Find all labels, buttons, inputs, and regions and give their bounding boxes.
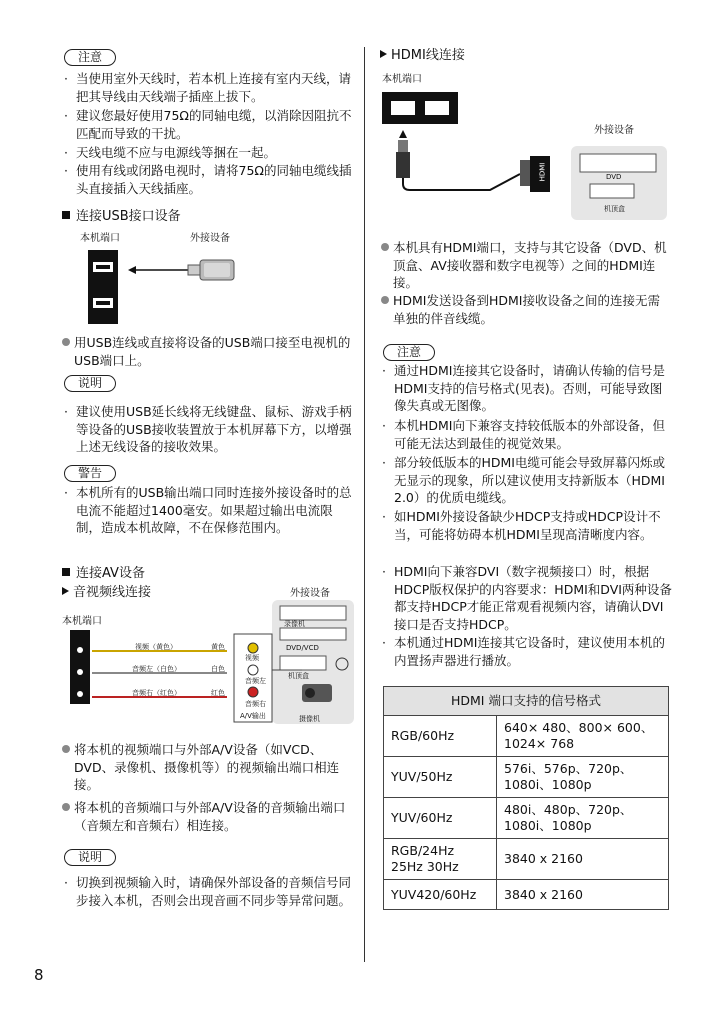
hdmi-desc: 本机具有HDMI端口，支持与其它设备（DVD、机顶盒、AV接收器和数字电视等）之间的HDMI连接。: [381, 239, 672, 292]
explain-item: · 建议使用USB延长线将无线键盘、鼠标、游戏手柄等设备的USB接收装置放于本机屏幕下方，以增强上述无线设备的接收效果。: [64, 404, 352, 454]
format-cell: RGB/60Hz: [384, 716, 497, 757]
signal-format-table: [383, 686, 669, 910]
resolution-cell: 3840 x 2160: [497, 839, 669, 880]
table-row: [384, 757, 669, 798]
hdmi-dev-dvd-label: DVD: [606, 173, 622, 181]
cable-video-label: 视频（黄色）: [135, 643, 177, 651]
hdmi-dev-stb-label: 机顶盒: [604, 205, 625, 213]
dev-stb-label: 机顶盒: [288, 672, 309, 680]
usb-ext-label: 外接设备: [190, 233, 230, 244]
stb-icon: [590, 184, 634, 198]
usb-port-label: 本机端口: [80, 233, 120, 244]
dev-cam-label: 摄像机: [299, 715, 320, 723]
jack-right-label: 音频右: [245, 700, 266, 708]
hdmi-ext-label: 外接设备: [594, 125, 634, 136]
format-cell: YUV/50Hz: [384, 757, 497, 798]
table-row: [384, 716, 669, 757]
resolution-cell: 576i、576p、720p、1080i、1080p: [497, 757, 669, 798]
resolution-cell: 480i、480p、720p、1080i、1080p: [497, 798, 669, 839]
cable-left-label: 音频左（白色）: [132, 665, 181, 673]
note-item: · 本机通过HDMI连接其它设备时，建议使用本机的内置扬声器进行播放。: [382, 635, 665, 668]
table-row: [384, 839, 669, 880]
hdmi-port-label: 本机端口: [382, 74, 422, 85]
note-item: · 本机HDMI向下兼容支持较低版本的外部设备，但可能无法达到最佳的视觉效果。: [382, 418, 665, 451]
plug-white-label: 白色: [211, 665, 225, 673]
explain-item: · 切换到视频输入时，请确保外部设备的音频信号同步接入本机，否则会出现音画不同步等异常问题。: [64, 875, 352, 908]
usb-diagram: [88, 250, 248, 328]
usb-desc: 用USB连线或直接将设备的USB端口接至电视机的USB端口上。: [62, 334, 354, 369]
hdmi-port-icon: [391, 101, 415, 115]
hdmi-diagram: [380, 90, 670, 222]
table-row: [384, 880, 669, 910]
format-cell: YUV420/60Hz: [384, 880, 497, 910]
resolution-cell: 3840 x 2160: [497, 880, 669, 910]
vcr-icon: [280, 606, 346, 620]
hdmi-heading: HDMI线连接: [380, 47, 465, 64]
page-number: 8: [34, 966, 44, 984]
table-title: HDMI 端口支持的信号格式: [384, 687, 669, 716]
av-diagram: [62, 600, 354, 728]
plug-yellow-label: 黄色: [211, 643, 225, 651]
av-heading: 连接AV设备: [62, 565, 145, 582]
dvd-icon: [580, 154, 656, 172]
note-label: 注意: [64, 49, 116, 66]
note-item: · 部分较低版本的HDMI电缆可能会导致屏幕闪烁或无显示的现象，所以建议使用支持新版本（HDMI 2.0）的优质电缆线。: [382, 455, 665, 505]
av-desc: 将本机的音频端口与外部A/V设备的音频输出端口（音频左和音频右）相连接。: [62, 799, 354, 834]
cable-right-label: 音频右（红色）: [132, 689, 181, 697]
column-divider: [364, 47, 365, 962]
note-item: · 天线电缆不应与电源线等捆在一起。: [64, 145, 277, 160]
av-ext-label: 外接设备: [290, 588, 330, 599]
note-item: · 建议您最好使用75Ω的同轴电缆，以消除因阻抗不匹配而导致的干扰。: [64, 108, 352, 141]
note-item: · HDMI向下兼容DVI（数字视频接口）时，根据HDCP版权保护的内容要求：HDMI和DVI两种设备都支持HDCP才能正常观看视频内容，请确认DVI接口是否支持HDCP。: [382, 564, 672, 632]
av-desc: 将本机的视频端口与外部A/V设备（如VCD、DVD、录像机、摄像机等）的视频输出端口相连接。: [62, 741, 354, 794]
warning-label: 警告: [64, 465, 116, 482]
plug-red-label: 红色: [211, 689, 225, 697]
explain-label: 说明: [64, 375, 116, 392]
av-port-label: 本机端口: [62, 616, 102, 627]
jack-group-label: A/V输出: [240, 712, 266, 720]
table-header-row: [384, 687, 669, 716]
format-cell: YUV/60Hz: [384, 798, 497, 839]
tv-usb-panel: [88, 250, 118, 324]
format-cell: RGB/24Hz 25Hz 30Hz: [384, 839, 497, 880]
note-item: · 当使用室外天线时，若本机上连接有室内天线，请把其导线由天线端子插座上拔下。: [64, 71, 352, 104]
usb-heading: 连接USB接口设备: [62, 208, 181, 225]
note-item: · 使用有线或闭路电视时，请将75Ω的同轴电缆线插头直接插入天线插座。: [64, 163, 352, 196]
note-item: · 通过HDMI连接其它设备时，请确认传输的信号是HDMI支持的信号格式(见表)。否则，可能导致图像失真或无图像。: [382, 363, 665, 413]
hdmi-cable-label: HDMI: [538, 162, 547, 182]
av-subheading: 音视频线连接: [62, 584, 151, 601]
dev-vcr-label: 录像机: [284, 620, 305, 628]
jack-left-label: 音频左: [245, 677, 266, 685]
table-row: [384, 798, 669, 839]
note-label: 注意: [383, 344, 435, 361]
warning-item: · 本机所有的USB输出端口同时连接外接设备时的总电流不能超过1400毫安。如果超过输出电流限制，造成本机故障，不在保修范围内。: [64, 485, 352, 535]
resolution-cell: 640× 480、800× 600、1024× 768: [497, 716, 669, 757]
stb-icon: [280, 656, 326, 670]
hdmi-port-icon: [425, 101, 449, 115]
hdmi-desc: HDMI发送设备到HDMI接收设备之间的连接无需单独的伴音线缆。: [381, 292, 672, 327]
dev-dvd-label: DVD/VCD: [286, 644, 319, 652]
hdmi-plug-icon: [396, 152, 410, 178]
jack-video-label: 视频: [245, 654, 259, 662]
explain-label: 说明: [64, 849, 116, 866]
dvd-icon: [280, 628, 346, 640]
note-item: · 如HDMI外接设备缺少HDCP支持或HDCP设计不当，可能将妨碍本机HDMI呈现高清晰度内容。: [382, 509, 661, 542]
